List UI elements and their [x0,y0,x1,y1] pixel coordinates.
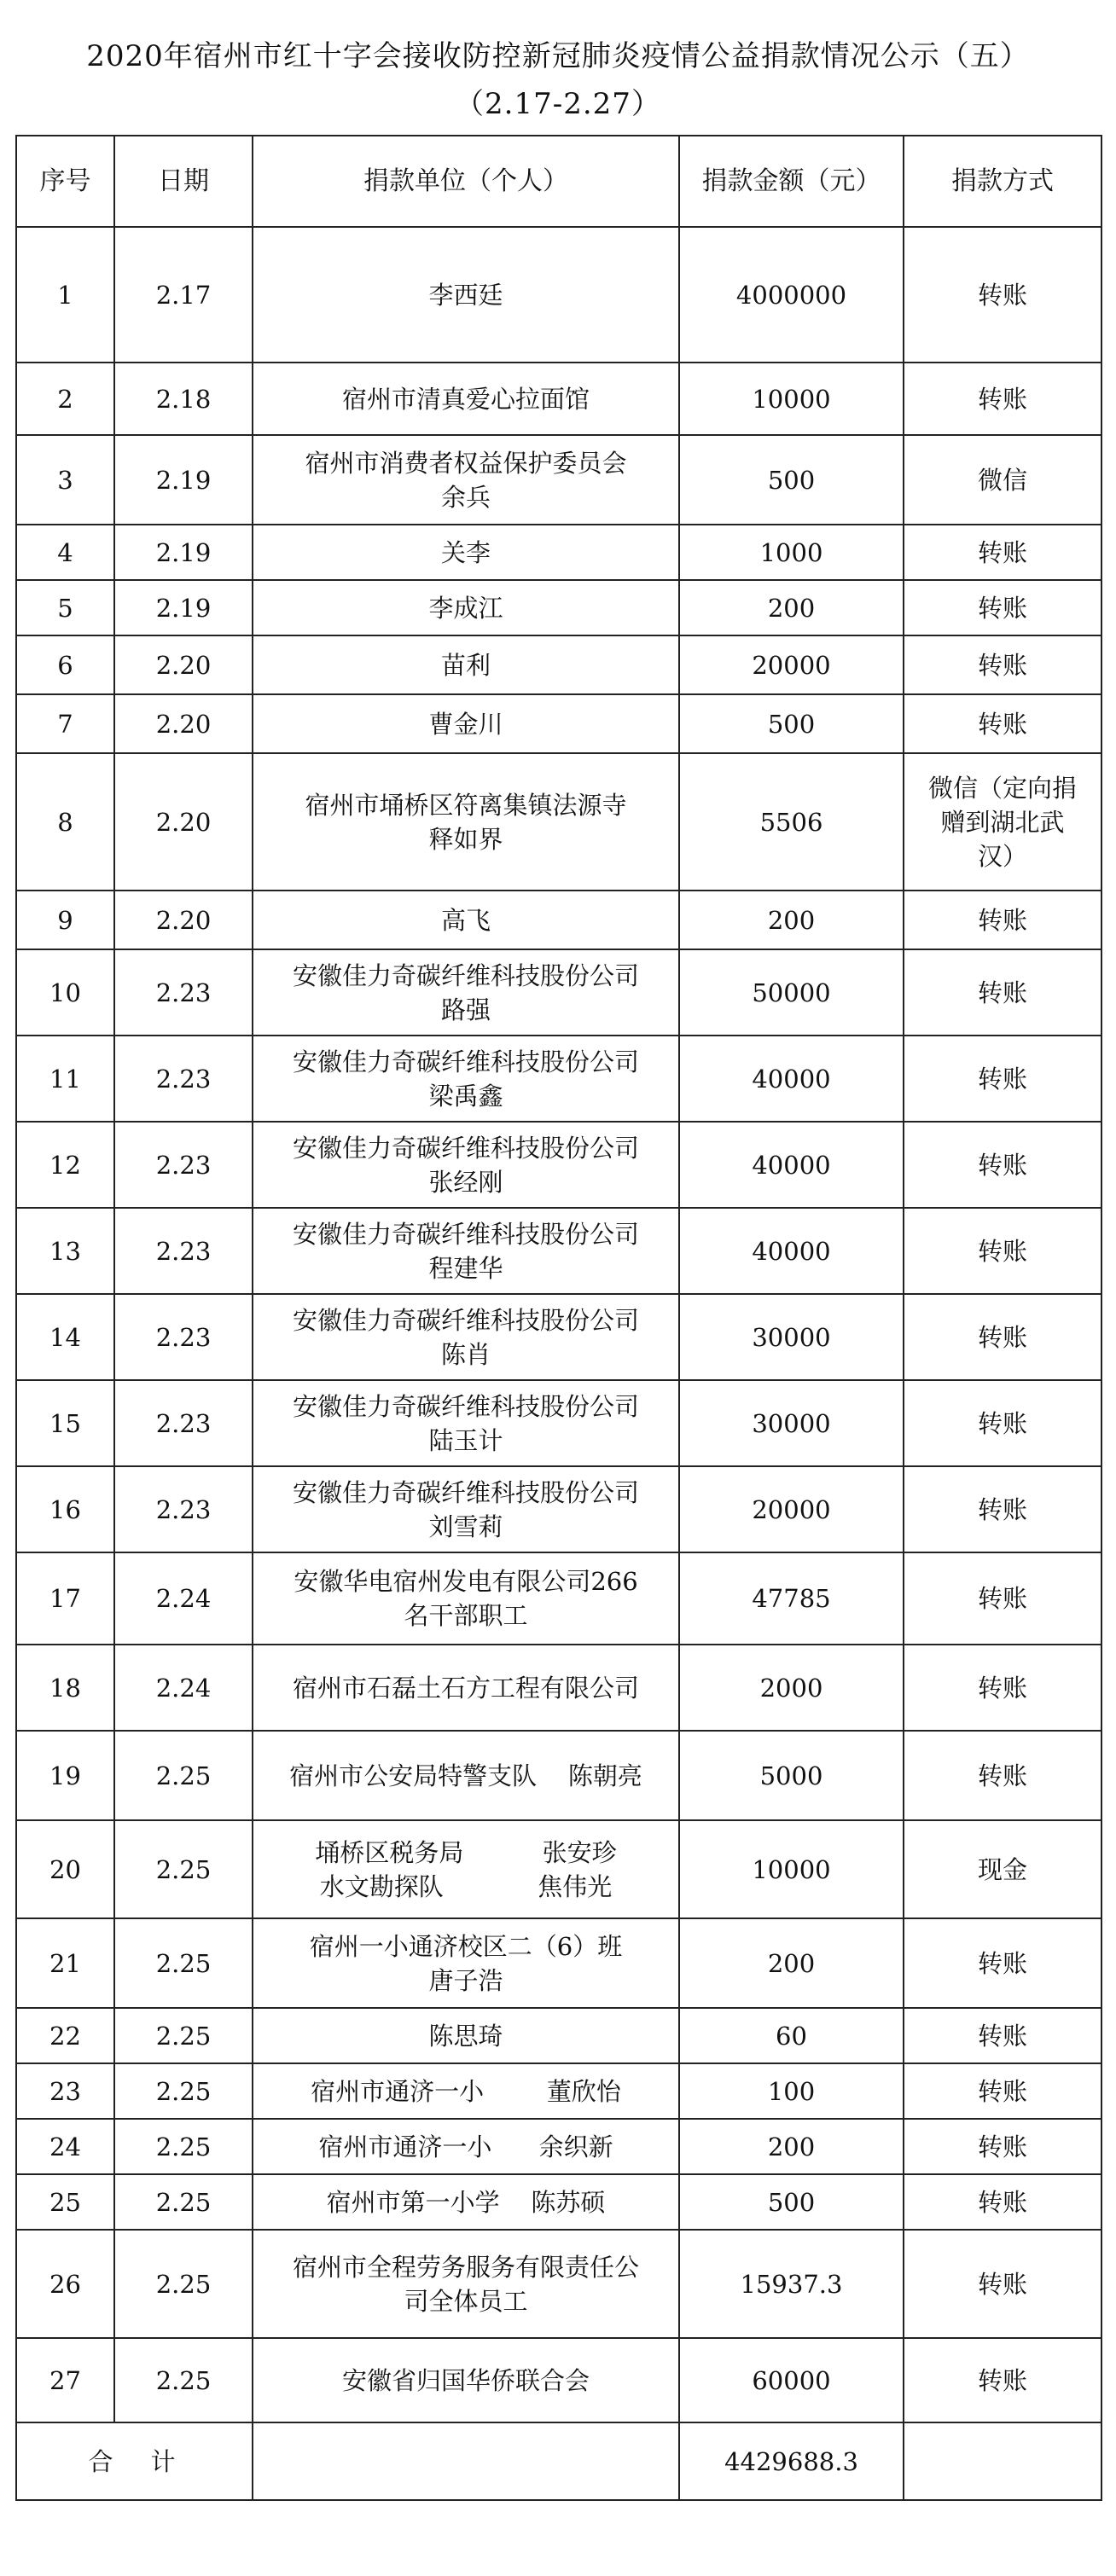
table-row [16,1918,1101,2008]
cell-donor: 安徽佳力奇碳纤维科技股份公司 刘雪莉 [253,1466,679,1552]
total-label: 合计 [16,2422,253,2500]
cell-date: 2.23 [114,1036,253,1122]
cell-date: 2.23 [114,1380,253,1466]
cell-no: 16 [16,1466,114,1552]
cell-method: 转账 [904,1552,1101,1645]
cell-method: 转账 [904,635,1101,694]
cell-method: 转账 [904,1466,1101,1552]
table-row [16,1466,1101,1552]
cell-date: 2.19 [114,435,253,525]
table-row [16,1294,1101,1380]
cell-method: 转账 [904,580,1101,635]
cell-method: 转账 [904,2008,1101,2063]
cell-date: 2.25 [114,2063,253,2119]
cell-date: 2.20 [114,891,253,949]
table-row [16,2119,1101,2174]
cell-donor: 曹金川 [253,694,679,753]
cell-donor: 李成江 [253,580,679,635]
total-empty-cell [253,2422,679,2500]
cell-donor: 安徽省归国华侨联合会 [253,2338,679,2422]
table-row [16,1552,1101,1645]
cell-method: 转账 [904,1731,1101,1820]
cell-donor: 埇桥区税务局 张安珍 水文勘探队 焦伟光 [253,1820,679,1918]
header-amount: 捐款金额（元） [679,136,904,227]
table-row [16,525,1101,580]
header-method: 捐款方式 [904,136,1101,227]
cell-no: 6 [16,635,114,694]
cell-amount: 500 [679,2174,904,2230]
cell-donor: 安徽华电宿州发电有限公司266 名干部职工 [253,1552,679,1645]
cell-amount: 500 [679,435,904,525]
cell-donor: 宿州市通济一小 余织新 [253,2119,679,2174]
cell-amount: 15937.3 [679,2230,904,2338]
cell-method: 微信（定向捐 赠到湖北武 汉） [904,753,1101,891]
table-row [16,2230,1101,2338]
cell-no: 10 [16,949,114,1036]
cell-date: 2.20 [114,753,253,891]
table-row [16,2338,1101,2422]
cell-method: 转账 [904,2063,1101,2119]
cell-method: 转账 [904,227,1101,363]
cell-date: 2.25 [114,2174,253,2230]
cell-no: 19 [16,1731,114,1820]
cell-donor: 关李 [253,525,679,580]
cell-date: 2.19 [114,525,253,580]
cell-amount: 10000 [679,363,904,435]
cell-amount: 60000 [679,2338,904,2422]
cell-method: 现金 [904,1820,1101,1918]
cell-method: 转账 [904,2119,1101,2174]
cell-date: 2.25 [114,2230,253,2338]
table-row [16,694,1101,753]
cell-no: 27 [16,2338,114,2422]
table-row [16,753,1101,891]
cell-amount: 2000 [679,1645,904,1731]
cell-method: 转账 [904,2338,1101,2422]
cell-donor: 安徽佳力奇碳纤维科技股份公司 张经刚 [253,1122,679,1208]
cell-method: 转账 [904,1645,1101,1731]
title-line-1: 2020年宿州市红十字会接收防控新冠肺炎疫情公益捐款情况公示（五） [86,39,1030,73]
cell-donor: 宿州一小通济校区二（6）班 唐子浩 [253,1918,679,2008]
cell-donor: 高飞 [253,891,679,949]
cell-method: 转账 [904,2174,1101,2230]
cell-method: 转账 [904,2230,1101,2338]
cell-amount: 5000 [679,1731,904,1820]
cell-method: 转账 [904,1208,1101,1294]
header-date: 日期 [114,136,253,227]
cell-donor: 安徽佳力奇碳纤维科技股份公司 程建华 [253,1208,679,1294]
cell-method: 转账 [904,891,1101,949]
cell-amount: 4000000 [679,227,904,363]
cell-date: 2.20 [114,694,253,753]
cell-amount: 100 [679,2063,904,2119]
cell-no: 12 [16,1122,114,1208]
table-body [16,227,1101,2422]
table-row [16,891,1101,949]
table-row [16,1208,1101,1294]
table-row [16,435,1101,525]
cell-date: 2.23 [114,1466,253,1552]
cell-no: 22 [16,2008,114,2063]
cell-no: 8 [16,753,114,891]
cell-date: 2.23 [114,1208,253,1294]
cell-amount: 40000 [679,1036,904,1122]
cell-donor: 宿州市公安局特警支队 陈朝亮 [253,1731,679,1820]
cell-no: 25 [16,2174,114,2230]
table-row [16,1731,1101,1820]
cell-date: 2.25 [114,1918,253,2008]
cell-donor: 安徽佳力奇碳纤维科技股份公司 陆玉计 [253,1380,679,1466]
cell-method: 转账 [904,1036,1101,1122]
cell-donor: 安徽佳力奇碳纤维科技股份公司 路强 [253,949,679,1036]
cell-donor: 宿州市通济一小 董欣怡 [253,2063,679,2119]
cell-no: 1 [16,227,114,363]
cell-amount: 500 [679,694,904,753]
cell-no: 24 [16,2119,114,2174]
cell-amount: 1000 [679,525,904,580]
cell-donor: 宿州市石磊土石方工程有限公司 [253,1645,679,1731]
cell-method: 转账 [904,525,1101,580]
cell-no: 9 [16,891,114,949]
cell-amount: 200 [679,580,904,635]
cell-date: 2.25 [114,2008,253,2063]
cell-method: 微信 [904,435,1101,525]
cell-date: 2.19 [114,580,253,635]
table-row [16,1380,1101,1466]
cell-no: 14 [16,1294,114,1380]
cell-amount: 20000 [679,1466,904,1552]
cell-method: 转账 [904,694,1101,753]
cell-amount: 200 [679,2119,904,2174]
cell-donor: 宿州市第一小学 陈苏硕 [253,2174,679,2230]
cell-no: 20 [16,1820,114,1918]
cell-method: 转账 [904,1294,1101,1380]
total-method-empty-cell [904,2422,1101,2500]
cell-amount: 30000 [679,1380,904,1466]
cell-method: 转账 [904,363,1101,435]
cell-no: 21 [16,1918,114,2008]
cell-no: 4 [16,525,114,580]
cell-amount: 200 [679,891,904,949]
cell-amount: 40000 [679,1208,904,1294]
table-row [16,2063,1101,2119]
cell-date: 2.23 [114,1122,253,1208]
table-row [16,363,1101,435]
cell-donor: 宿州市全程劳务服务有限责任公 司全体员工 [253,2230,679,2338]
cell-date: 2.20 [114,635,253,694]
total-row [16,2422,1101,2500]
cell-amount: 50000 [679,949,904,1036]
cell-amount: 47785 [679,1552,904,1645]
cell-no: 17 [16,1552,114,1645]
cell-donor: 陈思琦 [253,2008,679,2063]
cell-no: 2 [16,363,114,435]
cell-no: 26 [16,2230,114,2338]
table-row [16,1820,1101,1918]
table-row [16,1645,1101,1731]
table-row [16,1036,1101,1122]
cell-date: 2.23 [114,949,253,1036]
cell-donor: 李西廷 [253,227,679,363]
cell-donor: 苗利 [253,635,679,694]
cell-donor: 安徽佳力奇碳纤维科技股份公司 陈肖 [253,1294,679,1380]
cell-date: 2.18 [114,363,253,435]
cell-date: 2.17 [114,227,253,363]
table-row [16,580,1101,635]
cell-date: 2.25 [114,2119,253,2174]
cell-no: 7 [16,694,114,753]
cell-date: 2.23 [114,1294,253,1380]
cell-date: 2.24 [114,1552,253,1645]
table-row [16,949,1101,1036]
cell-no: 15 [16,1380,114,1466]
table-row [16,2008,1101,2063]
cell-date: 2.25 [114,1820,253,1918]
cell-amount: 200 [679,1918,904,2008]
cell-method: 转账 [904,949,1101,1036]
cell-amount: 5506 [679,753,904,891]
cell-method: 转账 [904,1918,1101,2008]
cell-amount: 60 [679,2008,904,2063]
header-no: 序号 [16,136,114,227]
cell-amount: 40000 [679,1122,904,1208]
cell-no: 11 [16,1036,114,1122]
cell-no: 3 [16,435,114,525]
cell-method: 转账 [904,1380,1101,1466]
cell-amount: 30000 [679,1294,904,1380]
cell-no: 18 [16,1645,114,1731]
total-amount: 4429688.3 [679,2422,904,2500]
table-row [16,2174,1101,2230]
cell-amount: 20000 [679,635,904,694]
cell-no: 5 [16,580,114,635]
table-row [16,1122,1101,1208]
cell-donor: 宿州市清真爱心拉面馆 [253,363,679,435]
cell-no: 13 [16,1208,114,1294]
cell-donor: 安徽佳力奇碳纤维科技股份公司 梁禹鑫 [253,1036,679,1122]
cell-date: 2.25 [114,1731,253,1820]
cell-date: 2.25 [114,2338,253,2422]
cell-amount: 10000 [679,1820,904,1918]
donation-table [15,135,1102,2501]
header-donor: 捐款单位（个人） [253,136,679,227]
header-row [16,136,1101,227]
table-row [16,635,1101,694]
cell-date: 2.24 [114,1645,253,1731]
cell-method: 转账 [904,1122,1101,1208]
cell-no: 23 [16,2063,114,2119]
table-row [16,227,1101,363]
title-line-2: （2.17-2.27） [455,87,661,121]
cell-donor: 宿州市埇桥区符离集镇法源寺 释如界 [253,753,679,891]
page-title [0,32,1116,128]
cell-donor: 宿州市消费者权益保护委员会 余兵 [253,435,679,525]
